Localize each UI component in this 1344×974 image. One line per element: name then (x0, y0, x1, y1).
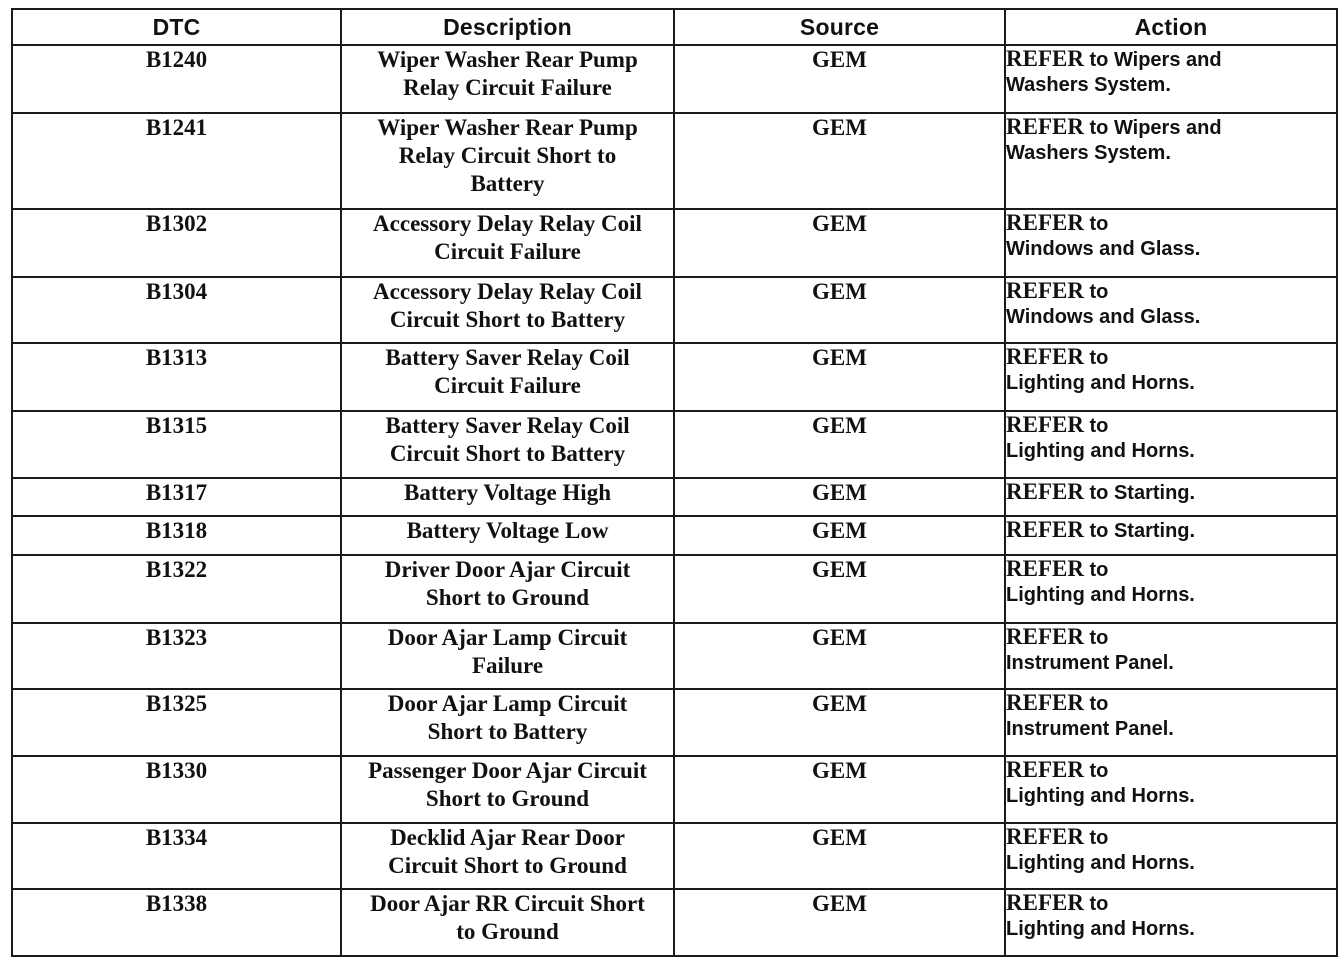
dtc-code: B1338 (12, 889, 341, 956)
dtc-description (341, 756, 674, 823)
dtc-description (341, 277, 674, 343)
description-line: Battery Saver Relay Coil (385, 345, 630, 370)
dtc-source: GEM (674, 45, 1005, 113)
dtc-code: B1325 (12, 689, 341, 756)
action-text: to (1089, 693, 1109, 715)
table-row (12, 756, 1337, 823)
action-line (1006, 917, 1336, 942)
action-text: to Wipers and (1089, 117, 1222, 139)
action-line (1006, 824, 1336, 851)
dtc-action (1005, 689, 1337, 756)
refer-label: REFER (1006, 517, 1084, 542)
dtc-code: B1317 (12, 478, 341, 516)
description-line: Circuit Short to Battery (389, 307, 626, 332)
dtc-description (341, 45, 674, 113)
refer-label: REFER (1006, 690, 1084, 715)
action-text: to Starting. (1089, 482, 1196, 504)
description-line: Relay Circuit Short to (398, 143, 617, 168)
dtc-source: GEM (674, 889, 1005, 956)
dtc-code: B1313 (12, 343, 341, 411)
action-text: Lighting and Horns. (1006, 440, 1195, 462)
dtc-description (341, 516, 674, 555)
action-line (1006, 371, 1336, 396)
action-text: Instrument Panel. (1006, 718, 1174, 740)
description-line: Circuit Short to Battery (389, 441, 626, 466)
dtc-code: B1318 (12, 516, 341, 555)
action-text: Lighting and Horns. (1006, 918, 1195, 940)
dtc-code: B1302 (12, 209, 341, 277)
dtc-source: GEM (674, 516, 1005, 555)
action-line (1006, 210, 1336, 237)
action-line (1006, 305, 1336, 330)
dtc-source: GEM (674, 823, 1005, 889)
action-text: to (1089, 893, 1109, 915)
action-text: Lighting and Horns. (1006, 584, 1195, 606)
action-text: Washers System. (1006, 74, 1171, 96)
dtc-action (1005, 516, 1337, 555)
dtc-code: B1240 (12, 45, 341, 113)
refer-label: REFER (1006, 757, 1084, 782)
description-line: Driver Door Ajar Circuit (384, 557, 631, 582)
dtc-source: GEM (674, 689, 1005, 756)
dtc-source: GEM (674, 343, 1005, 411)
dtc-action (1005, 45, 1337, 113)
action-line (1006, 46, 1336, 73)
table-header (12, 9, 1337, 45)
dtc-source: GEM (674, 113, 1005, 209)
dtc-table (11, 8, 1338, 957)
header-description: Description (341, 9, 674, 45)
dtc-description (341, 478, 674, 516)
action-text: to (1089, 213, 1109, 235)
header-dtc: DTC (12, 9, 341, 45)
description-line: Circuit Short to Ground (388, 853, 627, 878)
refer-label: REFER (1006, 624, 1084, 649)
description-line: Short to Ground (425, 585, 590, 610)
description-line: Accessory Delay Relay Coil (373, 211, 642, 236)
refer-label: REFER (1006, 824, 1084, 849)
description-line: Door Ajar RR Circuit Short (370, 891, 645, 916)
action-text: Washers System. (1006, 142, 1171, 164)
table-row (12, 343, 1337, 411)
dtc-code: B1323 (12, 623, 341, 689)
dtc-source: GEM (674, 756, 1005, 823)
description-line: Battery Saver Relay Coil (385, 413, 630, 438)
action-text: Lighting and Horns. (1006, 852, 1195, 874)
description-line: Short to Ground (425, 786, 590, 811)
table-row (12, 516, 1337, 555)
table-row (12, 478, 1337, 516)
table-row (12, 555, 1337, 623)
action-line (1006, 556, 1336, 583)
action-line (1006, 583, 1336, 608)
action-text: to (1089, 415, 1109, 437)
action-line (1006, 890, 1336, 917)
action-text: to (1089, 347, 1109, 369)
action-line (1006, 114, 1336, 141)
description-line: Accessory Delay Relay Coil (373, 279, 642, 304)
description-line: Short to Battery (427, 719, 588, 744)
action-text: to (1089, 827, 1109, 849)
description-line: Circuit Failure (434, 239, 581, 264)
table-row (12, 113, 1337, 209)
dtc-description (341, 555, 674, 623)
action-line (1006, 757, 1336, 784)
dtc-action (1005, 889, 1337, 956)
action-line (1006, 851, 1336, 876)
action-line (1006, 141, 1336, 166)
table-row (12, 889, 1337, 956)
description-line: Wiper Washer Rear Pump (377, 47, 638, 72)
dtc-description (341, 823, 674, 889)
description-line: Door Ajar Lamp Circuit (387, 625, 628, 650)
description-line: Passenger Door Ajar Circuit (368, 758, 647, 783)
action-line (1006, 690, 1336, 717)
header-source: Source (674, 9, 1005, 45)
dtc-action (1005, 756, 1337, 823)
action-line (1006, 784, 1336, 809)
refer-label: REFER (1006, 412, 1084, 437)
table-body (12, 45, 1337, 956)
action-text: to (1089, 760, 1109, 782)
action-line (1006, 412, 1336, 439)
action-line (1006, 479, 1336, 506)
action-line (1006, 73, 1336, 98)
dtc-action (1005, 478, 1337, 516)
action-line (1006, 717, 1336, 742)
action-text: Lighting and Horns. (1006, 785, 1195, 807)
table-row (12, 689, 1337, 756)
dtc-action (1005, 623, 1337, 689)
table-row (12, 209, 1337, 277)
action-line (1006, 624, 1336, 651)
dtc-description (341, 411, 674, 478)
action-line (1006, 651, 1336, 676)
header-action: Action (1005, 9, 1337, 45)
dtc-action (1005, 411, 1337, 478)
dtc-action (1005, 209, 1337, 277)
description-line: Battery Voltage High (404, 480, 611, 505)
action-line (1006, 237, 1336, 262)
table-row (12, 823, 1337, 889)
action-text: Instrument Panel. (1006, 652, 1174, 674)
dtc-code: B1334 (12, 823, 341, 889)
action-text: Lighting and Horns. (1006, 372, 1195, 394)
refer-label: REFER (1006, 46, 1084, 71)
dtc-action (1005, 277, 1337, 343)
action-text: to (1089, 559, 1109, 581)
action-text: to (1089, 627, 1109, 649)
refer-label: REFER (1006, 114, 1084, 139)
description-line: Circuit Failure (434, 373, 581, 398)
description-line: Failure (471, 653, 544, 678)
dtc-source: GEM (674, 209, 1005, 277)
table-row (12, 277, 1337, 343)
dtc-action (1005, 555, 1337, 623)
dtc-description (341, 623, 674, 689)
table-row (12, 623, 1337, 689)
dtc-code: B1304 (12, 277, 341, 343)
description-line: Wiper Washer Rear Pump (377, 115, 638, 140)
action-line (1006, 517, 1336, 544)
dtc-description (341, 209, 674, 277)
dtc-code: B1241 (12, 113, 341, 209)
refer-label: REFER (1006, 890, 1084, 915)
dtc-description (341, 343, 674, 411)
dtc-code: B1322 (12, 555, 341, 623)
dtc-description (341, 689, 674, 756)
dtc-source: GEM (674, 478, 1005, 516)
action-line (1006, 278, 1336, 305)
dtc-action (1005, 823, 1337, 889)
description-line: Battery Voltage Low (406, 518, 609, 543)
dtc-description (341, 889, 674, 956)
action-line (1006, 439, 1336, 464)
action-line (1006, 344, 1336, 371)
dtc-source: GEM (674, 555, 1005, 623)
action-text: to Wipers and (1089, 49, 1222, 71)
action-text: to Starting. (1089, 520, 1196, 542)
header-row (12, 9, 1337, 45)
dtc-source: GEM (674, 411, 1005, 478)
action-text: Windows and Glass. (1006, 306, 1201, 328)
action-text: Windows and Glass. (1006, 238, 1201, 260)
description-line: Relay Circuit Failure (403, 75, 612, 100)
refer-label: REFER (1006, 278, 1084, 303)
refer-label: REFER (1006, 210, 1084, 235)
action-text: to (1089, 281, 1109, 303)
table-row (12, 45, 1337, 113)
table-row (12, 411, 1337, 478)
dtc-code: B1315 (12, 411, 341, 478)
dtc-action (1005, 113, 1337, 209)
dtc-source: GEM (674, 277, 1005, 343)
description-line: to Ground (456, 919, 559, 944)
description-line: Decklid Ajar Rear Door (390, 825, 625, 850)
dtc-source: GEM (674, 623, 1005, 689)
refer-label: REFER (1006, 344, 1084, 369)
dtc-description (341, 113, 674, 209)
dtc-code: B1330 (12, 756, 341, 823)
dtc-action (1005, 343, 1337, 411)
description-line: Battery (470, 171, 545, 196)
refer-label: REFER (1006, 479, 1084, 504)
description-line: Door Ajar Lamp Circuit (387, 691, 628, 716)
refer-label: REFER (1006, 556, 1084, 581)
